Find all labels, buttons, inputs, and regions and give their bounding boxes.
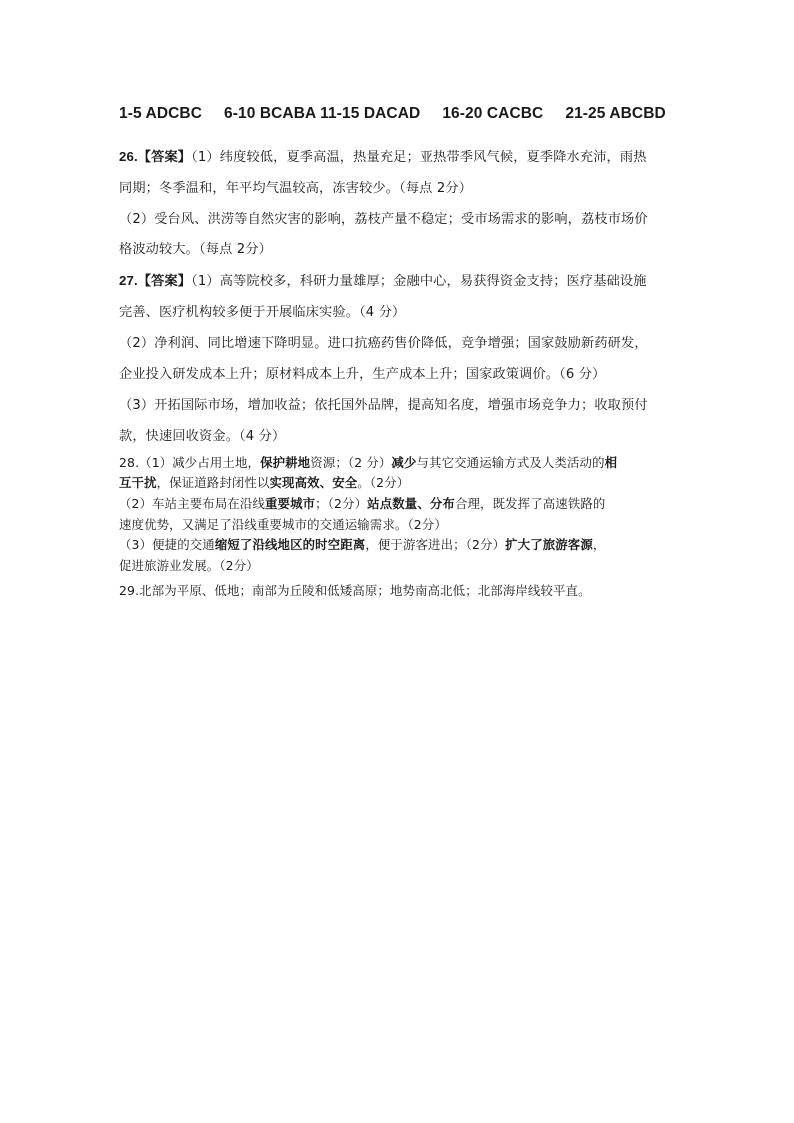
q28-a-4: 减少 xyxy=(391,455,417,470)
q28-c-1: （2）车站主要布局在沿线 xyxy=(119,496,265,511)
q28-b-1: 互干扰 xyxy=(119,475,157,490)
q27-line-5: （3）开拓国际市场，增加收益；依托国外品牌，提高知名度，增强市场竞争力；收取预付 xyxy=(119,398,648,413)
multiple-choice-answers xyxy=(119,105,666,123)
q28-e-2: 缩短了沿线地区的时空距离 xyxy=(214,537,366,552)
q28-e-5: ， xyxy=(592,537,606,552)
q27-line-2: 完善、医疗机构较多便于开展临床实验。（4 分） xyxy=(119,305,406,320)
q26-line-4: 格波动较大。（每点 2分） xyxy=(119,242,272,257)
q27-line-1 xyxy=(119,270,647,289)
mc-group-6-15: 6-10 BCABA 11-15 DACAD xyxy=(224,105,421,122)
q27-line-6: 款，快速回收资金。（4 分） xyxy=(119,429,286,444)
q26-text-1: （1）纬度较低，夏季高温，热量充足；亚热带季风气候，夏季降水充沛，雨热 xyxy=(191,150,647,165)
q28-c-3: ；（2分） xyxy=(315,496,368,511)
q28-a-3: 资源；（2 分） xyxy=(310,455,392,470)
q28-b-4: 。（2分） xyxy=(357,475,410,490)
q28-a-2: 保护耕地 xyxy=(260,455,311,470)
q26-answer-tag: 【答案】 xyxy=(137,150,192,165)
q26-number: 26. xyxy=(119,149,138,164)
q28-b-3: 实现高效、安全 xyxy=(269,475,358,490)
q28-c-5: 合理，既发挥了高速铁路的 xyxy=(454,496,606,511)
q26-line-1 xyxy=(119,146,647,165)
q27-number: 27. xyxy=(119,273,138,288)
q29-line-1: 29.北部为平原、低地；南部为丘陵和低矮高原；地势南高北低；北部海岸线较平直。 xyxy=(119,583,591,598)
mc-group-16-20: 16-20 CACBC xyxy=(442,105,544,122)
q28-e-1: （3）便捷的交通 xyxy=(119,537,215,552)
q26-line-3: （2）受台风、洪涝等自然灾害的影响，荔枝产量不稳定；受市场需求的影响，荔枝市场价 xyxy=(119,212,648,227)
q28-line-4: 速度优势，又满足了沿线重要城市的交通运输需求。（2分） xyxy=(119,517,447,532)
q28-a-5: 与其它交通运输方式及人类活动的 xyxy=(416,455,605,470)
q27-line-3: （2）净利润、同比增速下降明显。进口抗癌药售价降低，竞争增强；国家鼓励新药研发， xyxy=(119,336,648,351)
q26-line-2: 同期；冬季温和，年平均气温较高，冻害较少。（每点 2分） xyxy=(119,181,473,196)
q28-line-1 xyxy=(119,453,617,471)
q28-e-4: 扩大了旅游客源 xyxy=(505,537,593,552)
q28-c-2: 重要城市 xyxy=(264,496,316,511)
q27-answer-tag: 【答案】 xyxy=(137,274,192,289)
q28-line-2 xyxy=(119,473,409,491)
q28-line-5 xyxy=(119,535,605,553)
q28-b-2: ，保证道路封闭性以 xyxy=(156,475,270,490)
q28-c-4: 站点数量、分布 xyxy=(367,496,455,511)
q28-line-6: 促进旅游业发展。（2分） xyxy=(119,558,259,573)
q28-a-1: 28.（1）减少占用土地， xyxy=(119,455,261,470)
q27-line-4: 企业投入研发成本上升；原材料成本上升，生产成本上升；国家政策调价。（6 分） xyxy=(119,367,606,382)
q28-a-6: 相 xyxy=(604,455,618,470)
q27-text-1: （1）高等院校多，科研力量雄厚；金融中心，易获得资金支持；医疗基础设施 xyxy=(191,274,647,289)
mc-group-1-5: 1-5 ADCBC xyxy=(119,105,203,122)
mc-group-21-25: 21-25 ABCBD xyxy=(565,105,666,122)
q28-e-3: ，便于游客进出；（2分） xyxy=(365,537,506,552)
q28-line-3 xyxy=(119,494,605,512)
